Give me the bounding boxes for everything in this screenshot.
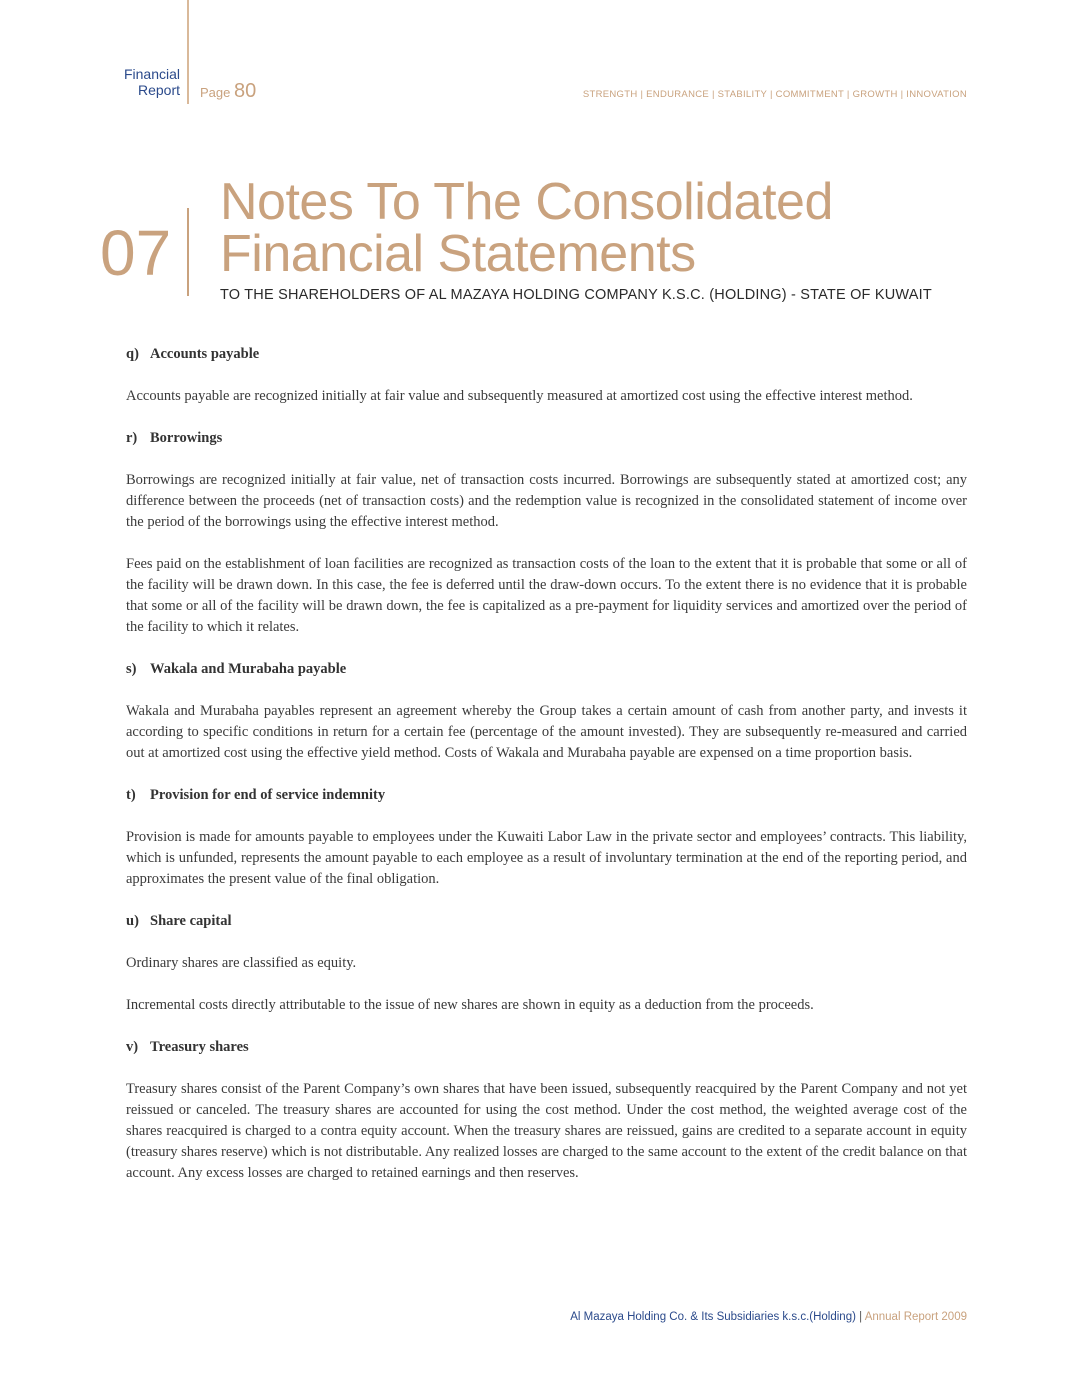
paragraph: Fees paid on the establishment of loan facilities are recognized as transaction costs of the loan to the extent that it is probable that some or all of the facility will be drawn down. In this case, the fee is deferred until the draw-down occurs. To the extent there is no evidence that it is probable that some or all of the facility will be drawn down, the fee is capitalized as a pre-payment for liquidity services and amortized over the period of the facility to which it relates. [126, 556, 967, 635]
title-line-2: Financial Statements [220, 225, 696, 283]
section-title: Borrowings [150, 430, 223, 446]
paragraph: Accounts payable are recognized initially at fair value and subsequently measured at amortized cost using the effective interest method. [126, 388, 913, 404]
brand-line-1: Financial [123, 66, 180, 82]
page-number-value: 80 [234, 80, 257, 102]
page-number [200, 80, 256, 103]
section-heading-accounts-payable [126, 344, 967, 365]
paragraph: Ordinary shares are classified as equity. [126, 955, 357, 971]
section-heading-borrowings [126, 428, 967, 449]
header-divider-line [187, 0, 189, 104]
paragraph: Treasury shares consist of the Parent Company’s own shares that have been issued, subsequently reacquired by the Parent Company and not yet reissued or canceled. The treasury shares are accounted for using the cost method. Under the cost method, the weighted average cost of the shares reacquired is charged to a contra equity account. When the treasury shares are reissued, gains are credited to a separate account in equity (treasury shares reserve) which is not distributable. Any realized losses are charged to the same account to the extent of the credit balance on that account. Any excess losses are charged to retained earnings and then reserves. [126, 1081, 967, 1181]
page-title [220, 173, 833, 283]
footer-company: Al Mazaya Holding Co. & Its Subsidiaries k.s.c.(Holding) [570, 1311, 856, 1323]
section-heading-treasury-shares [126, 1037, 967, 1058]
brand-line-2: Report [137, 82, 180, 98]
title-line-1: Notes To The Consolidated [220, 173, 833, 231]
section-letter: t) [126, 787, 136, 803]
section-letter: u) [126, 913, 139, 929]
page-footer [570, 1311, 967, 1323]
notes-body [126, 344, 967, 1184]
page-subtitle: TO THE SHAREHOLDERS OF AL MAZAYA HOLDING COMPANY K.S.C. (HOLDING) - STATE OF KUWAIT [220, 287, 932, 303]
paragraph: Wakala and Murabaha payables represent an agreement whereby the Group takes a certain amount of cash from another party, and invests it according to specific conditions in return for a certain fee (percentage of the amount invested). They are subsequently re-measured and carried out at amortized cost using the effective yield method. Costs of Wakala and Murabaha payable are expensed on a time proportion basis. [126, 703, 967, 761]
section-heading-share-capital [126, 911, 967, 932]
title-divider-line [187, 208, 189, 296]
paragraph: Incremental costs directly attributable to the issue of new shares are shown in equity as a deduction from the proceeds. [126, 997, 814, 1013]
section-title: Provision for end of service indemnity [150, 787, 386, 803]
section-letter: v) [126, 1039, 139, 1055]
footer-report: Annual Report 2009 [864, 1311, 967, 1323]
section-heading-wakala-murabaha [126, 659, 967, 680]
chapter-number: 07 [100, 217, 172, 289]
footer-separator: | [859, 1311, 863, 1323]
section-title: Wakala and Murabaha payable [150, 661, 347, 677]
header-tagline: STRENGTH | ENDURANCE | STABILITY | COMMITMENT | GROWTH | INNOVATION [582, 89, 967, 100]
section-brand [124, 66, 180, 98]
section-letter: s) [126, 661, 137, 677]
paragraph: Provision is made for amounts payable to employees under the Kuwaiti Labor Law in the private sector and employees’ contracts. This liability, which is unfunded, represents the amount payable to each employee as a result of involuntary termination at the end of the reporting period, and approximates the present value of the final obligation. [126, 829, 967, 887]
paragraph: Borrowings are recognized initially at fair value, net of transaction costs incurred. Borrowings are subsequently stated at amortized cost; any difference between the proceeds (net of transaction costs) and the redemption value is recognized in the consolidated statement of income over the period of the borrowings using the effective interest method. [126, 472, 967, 530]
section-heading-end-of-service [126, 785, 967, 806]
section-letter: q) [126, 346, 139, 362]
section-letter: r) [126, 430, 138, 446]
page-label: Page [200, 85, 231, 100]
section-title: Accounts payable [150, 346, 260, 362]
section-title: Treasury shares [150, 1039, 249, 1055]
section-title: Share capital [150, 913, 232, 929]
